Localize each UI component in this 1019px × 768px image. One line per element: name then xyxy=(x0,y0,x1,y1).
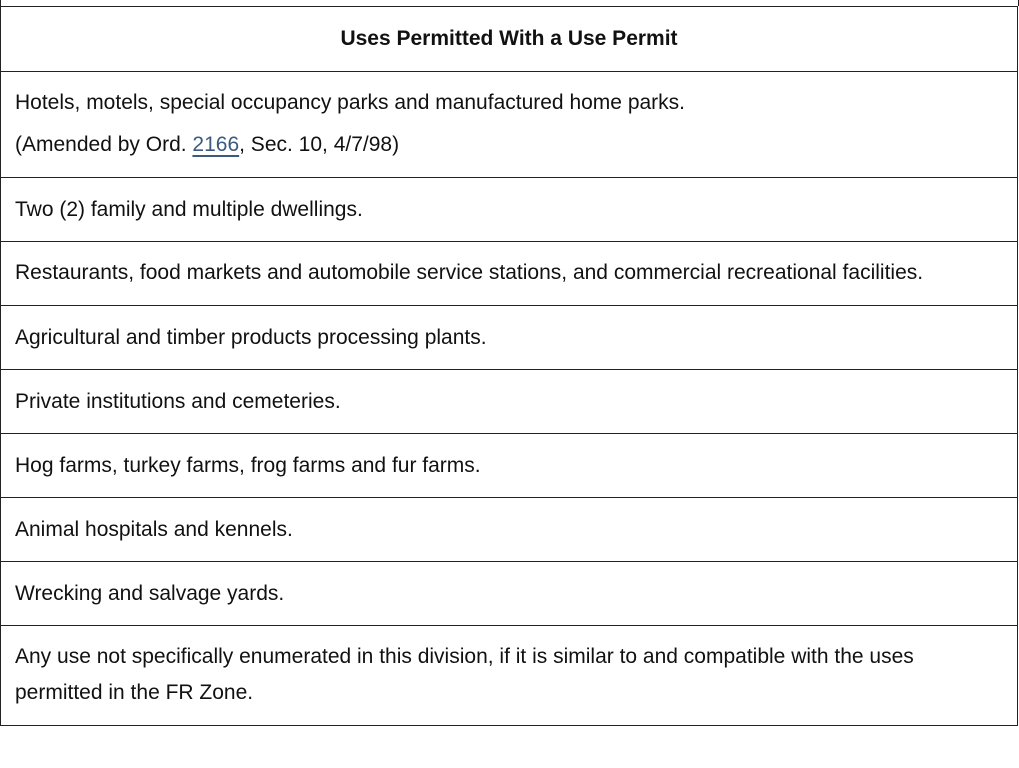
table-cell: Restaurants, food markets and automobile service stations, and commercial recreational facilities. xyxy=(1,242,1018,306)
table-cell: Wrecking and salvage yards. xyxy=(1,562,1018,626)
amendment-note xyxy=(15,127,1003,163)
table-row xyxy=(1,370,1018,434)
table-row xyxy=(1,562,1018,626)
uses-permitted-table xyxy=(0,6,1018,726)
table-row xyxy=(1,178,1018,242)
table-cell-hotels xyxy=(1,72,1018,178)
table-cell: Hog farms, turkey farms, frog farms and fur farms. xyxy=(1,434,1018,498)
table-row xyxy=(1,306,1018,370)
amendment-prefix: (Amended by Ord. xyxy=(15,133,193,156)
table-cell: Two (2) family and multiple dwellings. xyxy=(1,178,1018,242)
table-row xyxy=(1,498,1018,562)
amendment-suffix: , Sec. 10, 4/7/98) xyxy=(239,133,400,156)
table-cell: Any use not specifically enumerated in this division, if it is similar to and compatible with the uses permitted in the FR Zone. xyxy=(1,626,1018,726)
ordinance-link[interactable]: 2166 xyxy=(192,133,240,156)
row-text: Hotels, motels, special occupancy parks and manufactured home parks. xyxy=(15,91,686,114)
table-row xyxy=(1,626,1018,726)
table-cell: Agricultural and timber products processing plants. xyxy=(1,306,1018,370)
table-cell: Private institutions and cemeteries. xyxy=(1,370,1018,434)
table-header-cell: Uses Permitted With a Use Permit xyxy=(1,7,1018,72)
table-row xyxy=(1,72,1018,178)
table-row xyxy=(1,242,1018,306)
table-row xyxy=(1,434,1018,498)
table-header-row xyxy=(1,7,1018,72)
table-cell: Animal hospitals and kennels. xyxy=(1,498,1018,562)
